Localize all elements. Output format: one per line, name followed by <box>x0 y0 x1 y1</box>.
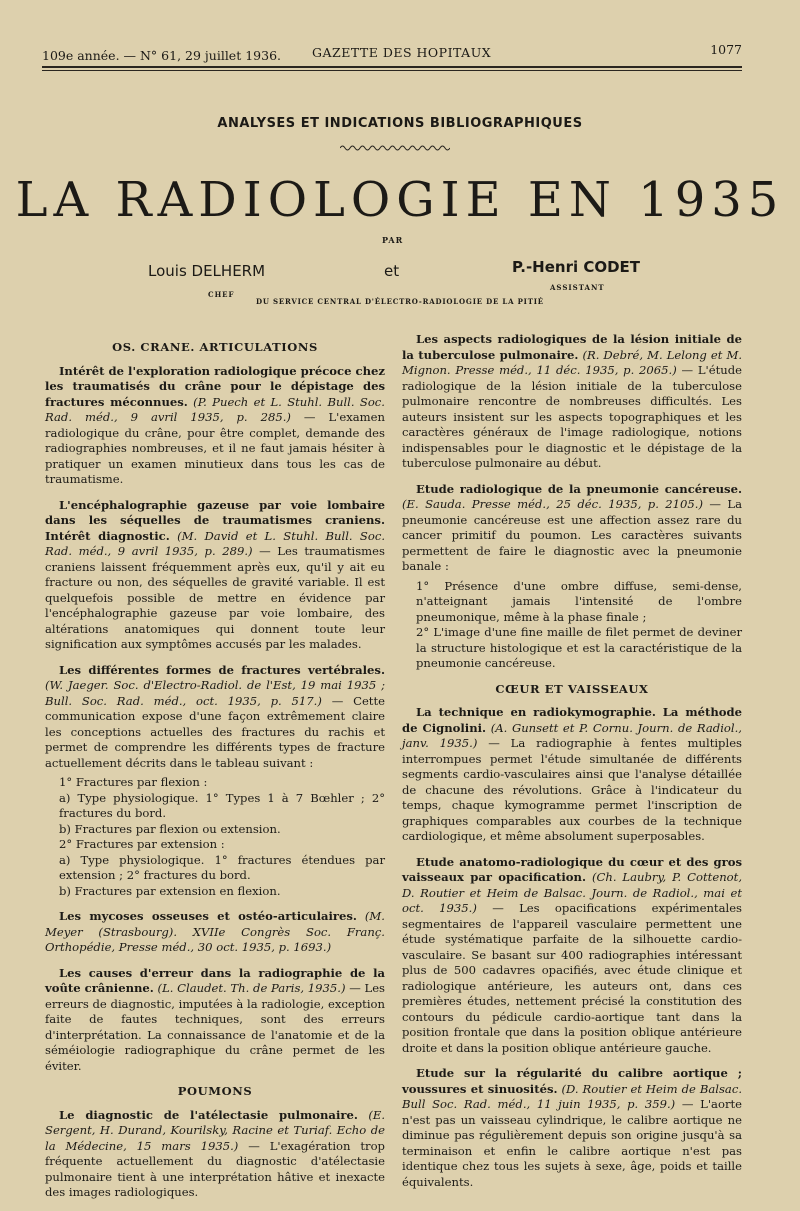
issue-info: 109e année. — N° 61, 29 juillet 1936. <box>42 48 281 63</box>
abstract-entry <box>402 482 742 575</box>
list-item: 1° Présence d'une ombre diffuse, semi-dense, n'atteignant jamais l'intensité de l'ombre pneumonique, même à la phase finale ; <box>416 578 742 624</box>
list-item: 2° Fractures par extension : <box>59 837 225 851</box>
service-affiliation: DU SERVICE CENTRAL D'ÉLECTRO-RADIOLOGIE DE LA PITIÉ <box>256 297 544 306</box>
header-rule-thin <box>42 70 742 71</box>
abstract-body: — La radiographie à fentes multiples interrompues permet l'étude simultanée de différents segments cardio-vasculaires ainsi que l'analyse détaillée de chacune des révolutions. Grâce à l'indicateur du temps, chaque kymogramme permet l'inscription de graphiques comparables aux courbes de la technique cardiologique, et même absolument superposables. <box>402 736 742 843</box>
abstract-body: — Cette communication expose d'une façon extrêmement claire les conceptions actuelles des fractures du rachis et permet de comprendre les différents types de fracture actuellement décrits dans le tableau suivant : <box>45 693 385 770</box>
list-item: a) Type physiologique. 1° fractures étendues par extension ; 2° fractures du bord. <box>59 852 385 882</box>
wavy-divider <box>340 144 450 152</box>
abstract-entry <box>45 364 385 488</box>
role-chef: CHEF <box>208 290 235 299</box>
header-rule-thick <box>42 66 742 68</box>
list-item: b) Fractures par extension en flexion. <box>59 883 281 898</box>
list-item: a) Type physiologique. 1° Types 1 à 7 Bœhler ; 2° fractures du bord. <box>59 790 385 820</box>
abstract-title: Les aspects radiologiques de la lésion initiale de la tuberculose pulmonaire. <box>402 332 742 362</box>
author-codet: P.-Henri CODET <box>512 258 641 276</box>
abstract-body: — L'examen radiologique du crâne, pour être complet, demande des radiographies nombreuses, et il ne faut jamais hésiter à pratiquer un examen minutieux dans tous les cas de traumatisme. <box>45 410 385 486</box>
abstract-entry <box>402 855 742 1057</box>
abstract-title: Le diagnostic de l'atélectasie pulmonaire. <box>59 1107 358 1122</box>
abstract-body: — La pneumonie cancéreuse est une affection assez rare du cancer primitif du poumon. Les caractères suivants permettent de faire le diagnostic avec la pneumonie banale : <box>402 497 743 573</box>
abstract-reference: (W. Jaeger. Soc. d'Electro-Radiol. de l'Est, 19 mai 1935 ; Bull. Soc. Rad. méd., oct. 1935, p. 517.) <box>45 678 385 708</box>
section-heading: ANALYSES ET INDICATIONS BIBLIOGRAPHIQUES <box>217 116 583 131</box>
abstract-title: Intérêt de l'exploration radiologique précoce chez les traumatisés du crâne pour le dépistage des fractures méconnues. <box>45 363 385 409</box>
abstract-title: La technique en radiokymographie. La méthode de Cignolini. <box>402 705 742 735</box>
abstract-title: Les causes d'erreur dans la radiographie de la voûte crânienne. <box>45 965 385 995</box>
abstract-body: — Les traumatismes craniens laissent fréquemment après eux, qu'il y ait eu fracture ou non, des séquelles de gravité variable. Il est quelquefois possible de mettre en évidence par l'encéphalographie gazeuse par voie lombaire, des altérations anatomiques qui donnent toute leur signification aux symptômes accusés par les malades. <box>45 544 385 651</box>
left-column <box>45 330 385 1211</box>
abstract-body: — L'étude radiologique de la lésion initiale de la tuberculose pulmonaire rencontre de nombreuses difficultés. Les auteurs insistent sur les aspects topographiques et les caractères généraux de l'image radiologique, notions indispensables pour le diagnostic et le dépistage de la tuberculose pulmonaire au début. <box>402 363 743 470</box>
abstract-title: L'encéphalographie gazeuse par voie lombaire dans les séquelles de traumatismes craniens. Intérêt diagnostic. <box>45 497 385 543</box>
running-header <box>42 42 742 64</box>
abstract-entry <box>45 498 385 653</box>
abstract-entry <box>402 332 742 472</box>
abstract-reference: (M. David et L. Stuhl. Bull. Soc. Rad. méd., 9 avril 1935, p. 289.) <box>45 528 386 558</box>
list-item: 2° L'image d'une fine maille de filet permet de deviner la structure histologique et est la caractéristique de la pneumonie cancéreuse. <box>416 625 742 670</box>
page-number: 1077 <box>710 42 742 57</box>
criteria-list <box>402 579 742 672</box>
abstract-title: Etude anatomo-radiologique du cœur et des gros vaisseaux par opacification. <box>402 854 742 884</box>
list-item: b) Fractures par flexion ou extension. <box>59 821 281 836</box>
abstract-title: Etude sur la régularité du calibre aortique ; voussures et sinuosités. <box>402 1066 742 1096</box>
role-assistant: ASSISTANT <box>550 283 605 292</box>
abstract-reference: (D. Routier et Heim de Balsac. Bull Soc. Rad. méd., 11 juin 1935, p. 359.) <box>402 1081 743 1111</box>
by-label: PAR <box>382 235 404 245</box>
subheading-poumons: POUMONS <box>177 1084 253 1098</box>
abstract-title: Les mycoses osseuses et ostéo-articulaires. <box>59 909 357 923</box>
abstract-reference: (M. Meyer (Strasbourg). XVIIe Congrès Soc. Franç. Orthopédie, Presse méd., 30 oct. 1935, p. 1693.) <box>45 909 385 954</box>
list-item: 1° Fractures par flexion : <box>59 775 208 789</box>
abstract-entry <box>45 663 385 772</box>
abstract-entry <box>45 1108 385 1201</box>
author-delherm: Louis DELHERM <box>148 262 266 280</box>
abstract-reference: (E. Sergent, H. Durand, Kourilsky, Racine et Turiaf. Echo de la Médecine, 15 mars 1935.) <box>45 1107 385 1153</box>
abstract-reference: (E. Sauda. Presse méd., 25 déc. 1935, p. 2105.) <box>402 497 703 511</box>
abstract-reference: (P. Puech et L. Stuhl. Bull. Soc. Rad. méd., 9 avril 1935, p. 285.) <box>45 394 385 424</box>
abstract-title: Etude radiologique de la pneumonie cancéreuse. <box>416 481 742 496</box>
abstract-entry <box>402 1066 742 1190</box>
abstract-body: — L'aorte n'est pas un vaisseau cylindrique, le calibre aortique ne diminue pas régulièrement depuis son origine jusqu'à sa terminaison et enfin le calibre aortique n'est pas identique chez tous les sujets à sexe, âge, poids et taille équivalents. <box>402 1097 743 1189</box>
subheading-os-crane: OS. CRANE. ARTICULATIONS <box>112 340 318 354</box>
subheading-coeur-vaisseaux: CŒUR ET VAISSEAUX <box>495 681 649 696</box>
abstract-entry <box>402 705 742 845</box>
journal-name: GAZETTE DES HOPITAUX <box>312 45 492 60</box>
fracture-list <box>45 775 385 899</box>
abstract-title: Les différentes formes de fractures vertébrales. <box>59 662 385 677</box>
abstract-body: — Les erreurs de diagnostic, imputées à la radiologie, exception faite de fautes techniques, sont des erreurs d'interprétation. La connaissance de l'anatomie et de la séméiologie radiographique du crâne permet de les éviter. <box>45 981 386 1073</box>
abstract-reference: (R. Debré, M. Lelong et M. Mignon. Presse méd., 11 déc. 1935, p. 2065.) <box>402 347 743 377</box>
abstract-entry <box>45 966 385 1075</box>
abstract-body: — L'exagération trop fréquente actuellement du diagnostic d'atélectasie pulmonaire tient à une interprétation hâtive et inexacte des images radiologiques. <box>45 1138 385 1199</box>
abstract-entry <box>45 909 385 956</box>
right-column <box>402 332 742 1200</box>
abstract-reference: (A. Gunsett et P. Cornu. Journ. de Radiol., janv. 1935.) <box>402 720 742 750</box>
article-title: LA RADIOLOGIE EN 1935 <box>15 172 785 228</box>
author-conjunction: et <box>384 262 400 280</box>
abstract-body: — Les opacifications expérimentales segmentaires de l'appareil vasculaire permettent une étude systématique parfaite de la silhouette cardio-vasculaire. Se basant sur 400 radiographies intéressant plus de 500 cadavres opacifiés, avec étude clinique et radiologique antérieure, les auteurs ont, dans ces premières études, nettement précisé la constitution des contours du pédicule cardio-aortique tant dans la position frontale que dans la position oblique antérieure droite et dans la position oblique antérieure gauche. <box>402 901 743 1055</box>
abstract-reference: (Ch. Laubry, P. Cottenot, D. Routier et Heim de Balsac. Journ. de Radiol., mai et oct. 1935.) <box>402 870 742 915</box>
abstract-reference: (L. Claudet. Th. de Paris, 1935.) <box>157 981 346 995</box>
